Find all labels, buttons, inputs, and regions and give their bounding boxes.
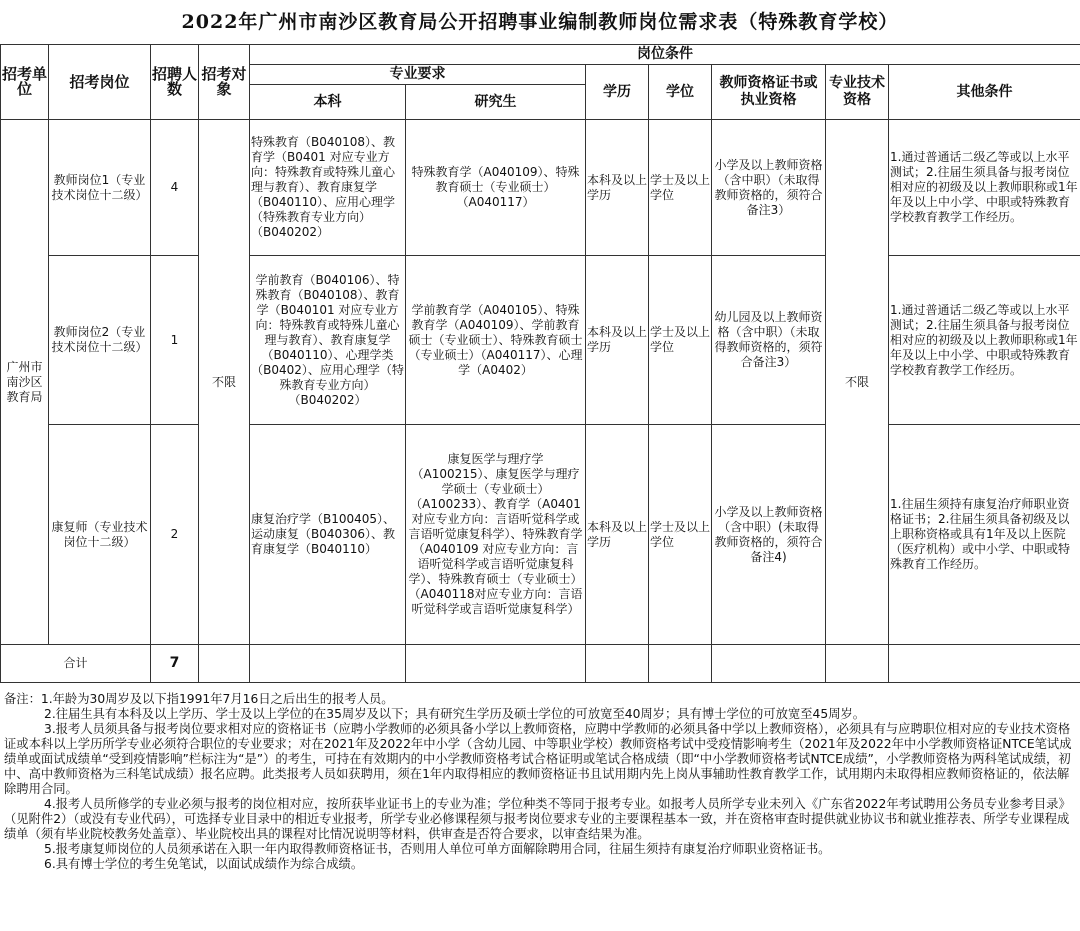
other-cell: 1.通过普通话二级乙等或以上水平测试；2.往届生须具备与报考岗位相对应的初级及以上教师职称或1年年及以上中小学、中职或特殊教育学校教育教学工作经历。	[889, 120, 1080, 256]
education-cell: 本科及以上学历	[586, 425, 649, 645]
total-empty	[649, 645, 712, 683]
undergrad-cell: 康复治疗学（B100405）、运动康复（B040306）、教育康复学（B040110）	[250, 425, 406, 645]
header-degree: 学位	[649, 65, 712, 120]
total-empty	[586, 645, 649, 683]
undergrad-cell: 学前教育（B040106）、特殊教育（B040108）、教育学（B040101 对应专业方向：特殊教育或特殊儿童心理与教育）、教育康复学（B040110）、心理学类（B0402）、应用心理学（特殊教育专业方向）（B040202）	[250, 256, 406, 425]
other-cell: 1.往届生须持有康复治疗师职业资格证书；2.往届生须具备初级及以上职称资格或具有1年及以上医院（医疗机构）或中小学、中职或特殊教育工作经历。	[889, 425, 1080, 645]
education-cell: 本科及以上学历	[586, 120, 649, 256]
header-target: 招考对象	[199, 45, 250, 120]
total-empty	[826, 645, 889, 683]
header-graduate: 研究生	[406, 85, 586, 120]
note-item: 2.往届生具有本科及以上学历、学士及以上学位的在35周岁及以下；具有研究生学历及硕士学位的可放宽至40周岁；具有博士学位的可放宽至45周岁。	[44, 707, 866, 721]
degree-cell: 学士及以上学位	[649, 120, 712, 256]
total-empty	[199, 645, 250, 683]
requirements-table	[0, 44, 1080, 683]
technical-cell: 不限	[826, 120, 889, 645]
note-item: 5.报考康复师岗位的人员须承诺在入职一年内取得教师资格证书，否则用人单位可单方面解除聘用合同，往届生须持有康复治疗师职业资格证书。	[44, 842, 831, 856]
header-undergrad: 本科	[250, 85, 406, 120]
undergrad-cell: 特殊教育（B040108）、教育学（B0401 对应专业方向：特殊教育或特殊儿童心理与教育）、教育康复学（B040110）、应用心理学（特殊教育专业方向）（B040202）	[250, 120, 406, 256]
position-cell: 教师岗位1（专业技术岗位十二级）	[49, 120, 151, 256]
total-label: 合计	[1, 645, 151, 683]
degree-cell: 学士及以上学位	[649, 256, 712, 425]
total-empty	[250, 645, 406, 683]
header-unit: 招考单位	[1, 45, 49, 120]
header-row-1	[1, 45, 1080, 65]
table-row	[1, 256, 1080, 425]
note-line	[4, 692, 1076, 707]
total-empty	[712, 645, 826, 683]
total-row	[1, 645, 1080, 683]
count-cell: 2	[151, 425, 199, 645]
header-major: 专业要求	[250, 65, 586, 85]
count-cell: 1	[151, 256, 199, 425]
table-row	[1, 120, 1080, 256]
notes-label: 备注：	[4, 692, 41, 706]
document-title: 2022年广州市南沙区教育局公开招聘事业编制教师岗位需求表（特殊教育学校）	[181, 11, 899, 33]
note-item: 1.年龄为30周岁及以下指1991年7月16日之后出生的报考人员。	[40, 692, 394, 706]
graduate-cell: 特殊教育学（A040109）、特殊教育硕士（专业硕士）（A040117）	[406, 120, 586, 256]
note-item: 4.报考人员所修学的专业必须与报考的岗位相对应，按所获毕业证书上的专业为准；学位种类不等同于报考专业。如报考人员所学专业未列入《广东省2022年考试聘用公务员专业参考目录》（见附件2）（或没有专业代码），可选择专业目录中的相近专业报考，所学专业必修课程须与报考岗位要求专业的主要课程基本一致，并在资格审查时提供就业协议书和就业推荐表、所学专业课程成绩单（须有毕业院校教务处盖章）、毕业院校出具的课程对比情况说明等材料，供审查是否符合要求，以审查结果为准。	[4, 797, 1071, 841]
certificate-cell: 小学及以上教师资格（含中职）(未取得教师资格的，须符合备注4)	[712, 425, 826, 645]
header-other: 其他条件	[889, 65, 1080, 120]
header-certificate: 教师资格证书或执业资格	[712, 65, 826, 120]
position-cell: 教师岗位2（专业技术岗位十二级）	[49, 256, 151, 425]
position-cell: 康复师（专业技术岗位十二级）	[49, 425, 151, 645]
certificate-cell: 小学及以上教师资格（含中职）（未取得教师资格的，须符合备注3）	[712, 120, 826, 256]
header-technical: 专业技术资格	[826, 65, 889, 120]
education-cell: 本科及以上学历	[586, 256, 649, 425]
table-row	[1, 425, 1080, 645]
total-value: 7	[151, 645, 199, 683]
header-education: 学历	[586, 65, 649, 120]
degree-cell: 学士及以上学位	[649, 425, 712, 645]
total-empty	[889, 645, 1080, 683]
target-cell: 不限	[199, 120, 250, 645]
note-item: 6.具有博士学位的考生免笔试，以面试成绩作为综合成绩。	[44, 857, 364, 871]
graduate-cell: 学前教育学（A040105）、特殊教育学（A040109）、学前教育硕士（专业硕士）、特殊教育硕士（专业硕士）（A040117）、心理学（A0402）	[406, 256, 586, 425]
note-item: 3.报考人员须具备与报考岗位要求相对应的资格证书（应聘小学教师的必须具备小学以上教师资格，应聘中学教师的必须具备中学以上教师资格），必须具有与应聘职位相对应的专业技术资格证或本科以上学历所学专业必须符合职位的专业要求；对在2021年及2022年中小学（含幼儿园、中等职业学校）教师资格考试中受疫情影响考生（2021年及2022年中小学教师资格证NTCE笔试成绩单或面试成绩单“受到疫情影响”栏标注为“是”）的考生，可持在有效期内的中小学教师资格考试合格证明或笔试合格成绩（即“中小学教师资格考试NTCE成绩”，小学教师资格为两科笔试成绩，初中、高中教师资格为三科笔试成绩）报名应聘。此类报考人员如获聘用，须在1年内取得相应的教师资格证书且试用期内先上岗从事辅助性教育教学工作，试用期内未取得相应教师资格证的，依法解除聘用合同。	[4, 722, 1072, 796]
header-count: 招聘人数	[151, 45, 199, 120]
header-position: 招考岗位	[49, 45, 151, 120]
header-conditions: 岗位条件	[250, 45, 1080, 65]
other-cell: 1.通过普通话二级乙等或以上水平测试；2.往届生须具备与报考岗位相对应的初级及以上教师职称或1年年及以上中小学、中职或特殊教育学校教育教学工作经历。	[889, 256, 1080, 425]
count-cell: 4	[151, 120, 199, 256]
notes-section	[4, 692, 1076, 872]
unit-cell: 广州市南沙区教育局	[1, 120, 49, 645]
graduate-cell: 康复医学与理疗学（A100215）、康复医学与理疗学硕士（专业硕士）（A100233）、教育学（A0401对应专业方向：言语听觉科学或言语听觉康复科学）、特殊教育学（A040109 对应专业方向：言语听觉科学或言语听觉康复科学）、特殊教育硕士（专业硕士）（A040118对应专业方向：言语听觉科学或言语听觉康复科学）	[406, 425, 586, 645]
total-empty	[406, 645, 586, 683]
certificate-cell: 幼儿园及以上教师资格（含中职）（未取得教师资格的，须符合备注3）	[712, 256, 826, 425]
